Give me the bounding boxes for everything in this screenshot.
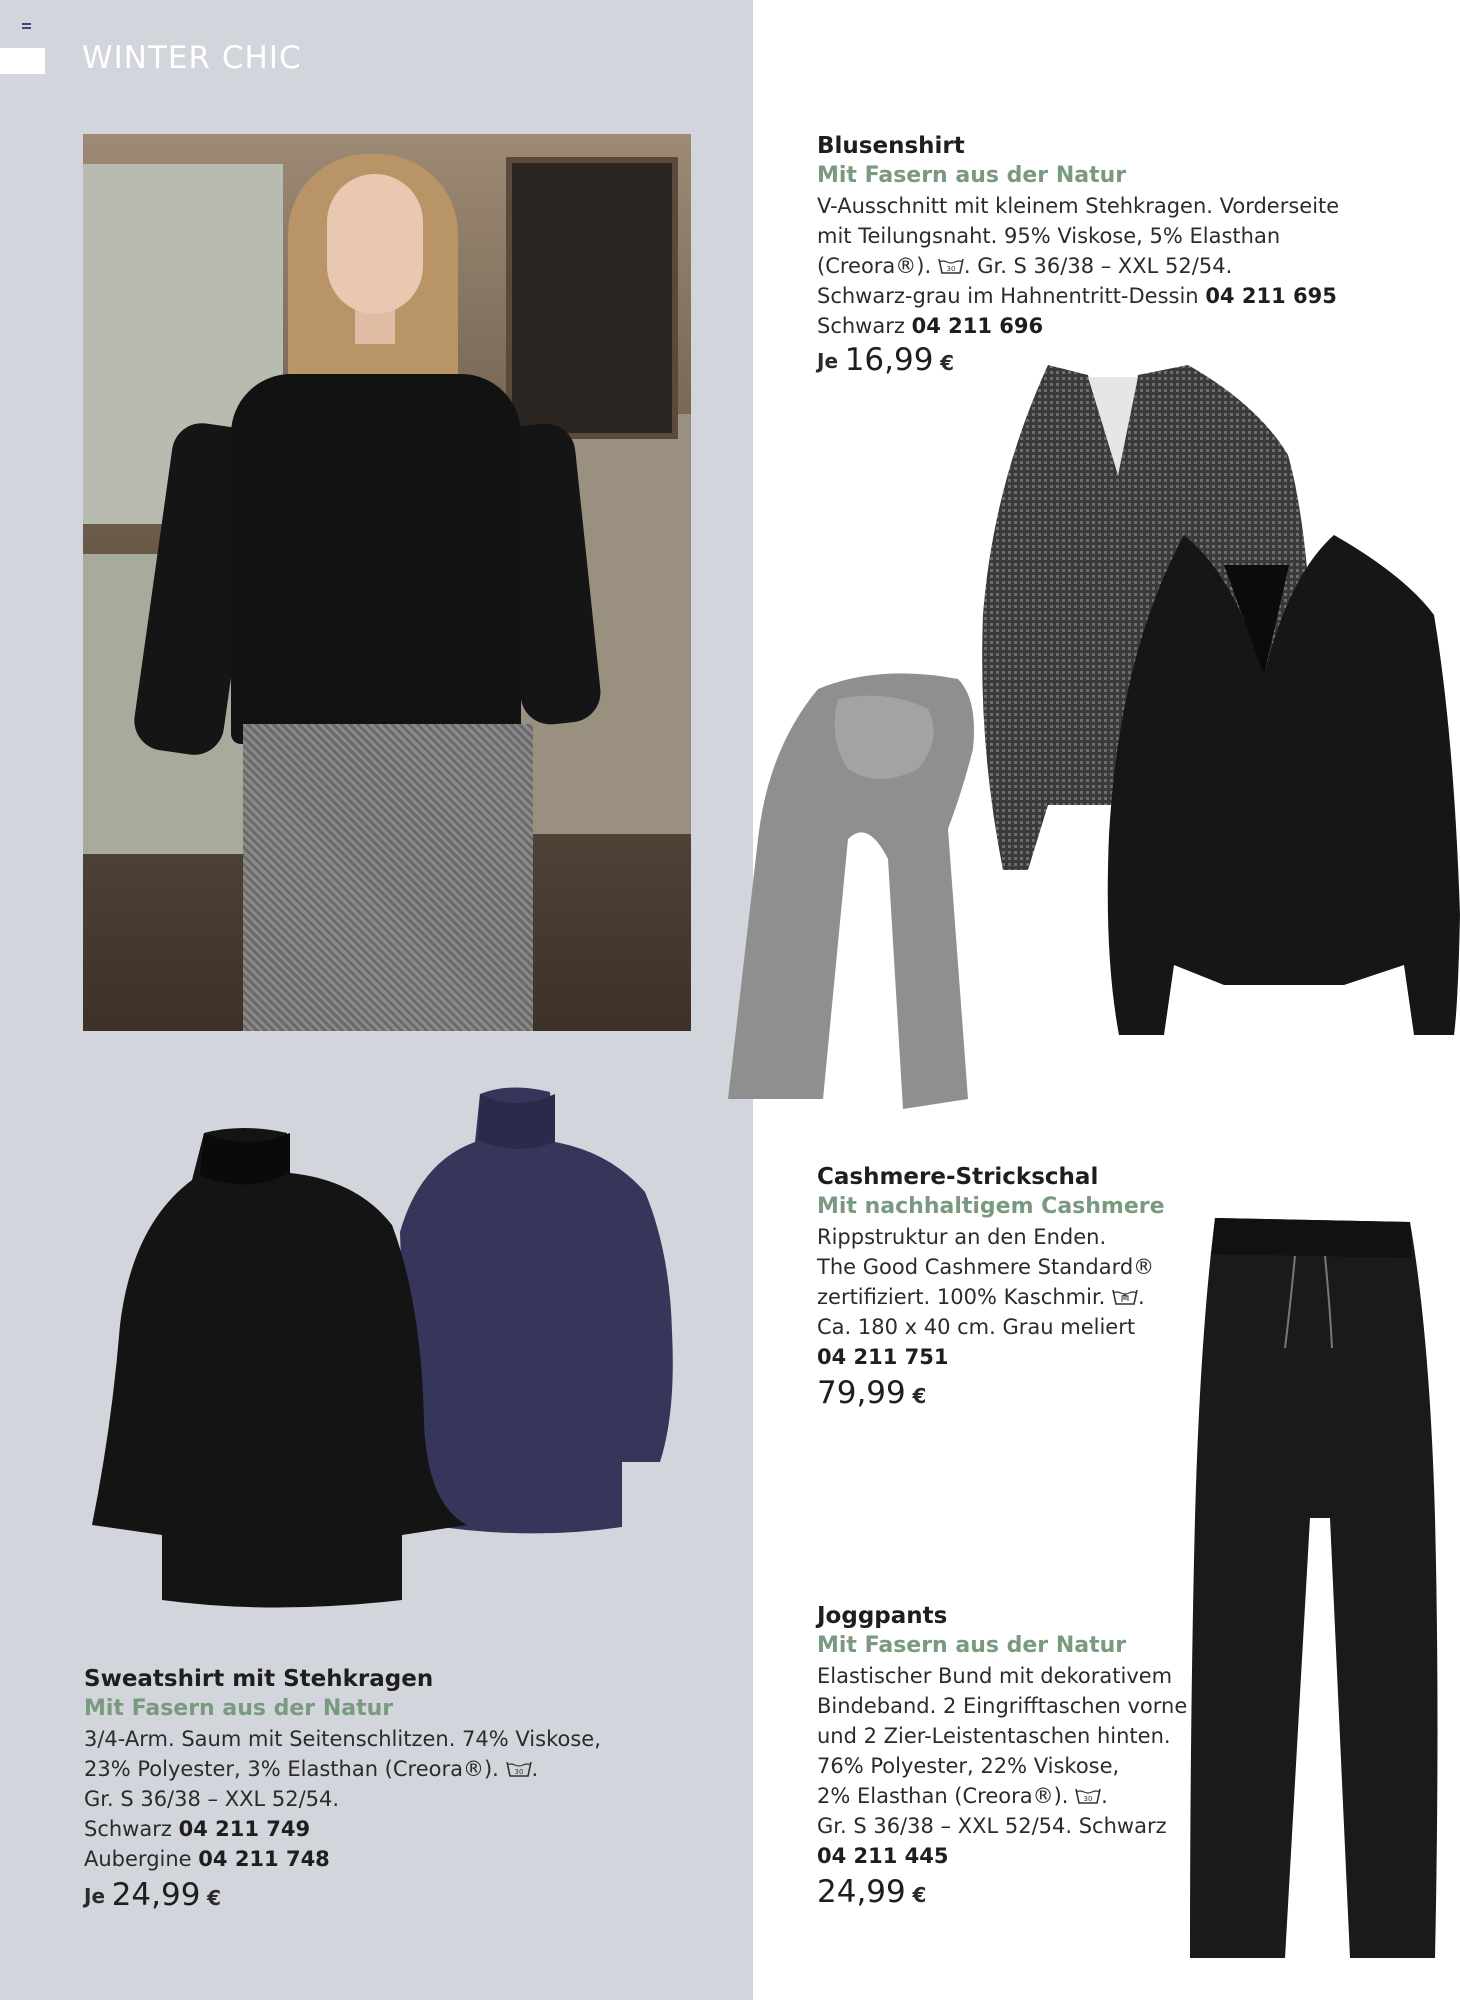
price-currency: € [912, 1384, 927, 1408]
price-currency: € [912, 1883, 927, 1907]
wash-hand-icon [1112, 1288, 1138, 1306]
sweatshirt-desc-2b: . [531, 1757, 539, 1781]
price-prefix: Je [84, 1884, 106, 1908]
blusenshirt-desc-1: V-Ausschnitt mit kleinem Stehkragen. Vorderseite [817, 194, 1340, 218]
blusenshirt-black-image [1104, 535, 1460, 1035]
joggpants-desc-5a: 2% Elasthan (Creora®). [817, 1784, 1069, 1808]
blusenshirt-color-2: Schwarz [817, 314, 905, 338]
scarf-desc-1: Rippstruktur an den Enden. [817, 1225, 1107, 1249]
sweatshirt-desc-2 [84, 1754, 601, 1784]
joggpants-desc-5 [817, 1781, 1187, 1811]
blusenshirt-desc-3b: . Gr. S 36/38 – XXL 52/54. [963, 254, 1233, 278]
scarf-article [817, 1342, 1165, 1372]
scarf-subtitle: Mit nachhaltigem Cashmere [817, 1194, 1165, 1219]
wash-30-icon [506, 1760, 532, 1778]
scarf-block [817, 1162, 1165, 1411]
joggpants-desc-4: 76% Polyester, 22% Viskose, [817, 1754, 1120, 1778]
scarf-price [817, 1375, 1165, 1411]
joggpants-image [1190, 1218, 1450, 1958]
sweatshirt-black-image [92, 1125, 467, 1610]
sweatshirt-variant-2 [84, 1844, 601, 1874]
sweatshirt-title: Sweatshirt mit Stehkragen [84, 1666, 434, 1692]
sweatshirt-desc-2a: 23% Polyester, 3% Elasthan (Creora®). [84, 1757, 499, 1781]
sweatshirt-variant-1 [84, 1814, 601, 1844]
page-title: WINTER CHIC [82, 40, 302, 76]
joggpants-article-number: 04 211 445 [817, 1844, 949, 1868]
svg-text:30: 30 [946, 265, 956, 273]
blusenshirt-block [817, 131, 1339, 378]
price-value: 79,99 [817, 1375, 906, 1411]
joggpants-price [817, 1874, 1187, 1910]
menu-icon[interactable] [22, 23, 31, 30]
sweatshirt-article-1: 04 211 749 [178, 1817, 311, 1841]
blusenshirt-desc-3a: (Creora®). [817, 254, 932, 278]
svg-text:30: 30 [514, 1768, 523, 1776]
joggpants-block [817, 1601, 1187, 1910]
blusenshirt-article-1: 04 211 695 [1205, 284, 1337, 308]
blusenshirt-variant-1 [817, 281, 1339, 311]
blusenshirt-title: Blusenshirt [817, 133, 965, 159]
header-tab-marker [0, 48, 45, 74]
joggpants-desc-3: und 2 Zier-Leistentaschen hinten. [817, 1724, 1171, 1748]
blusenshirt-price [817, 342, 1339, 378]
blusenshirt-variant-2 [817, 311, 1339, 341]
scarf-desc-3 [817, 1282, 1165, 1312]
sweatshirt-block [84, 1664, 601, 1913]
blusenshirt-desc-2: mit Teilungsnaht. 95% Viskose, 5% Elasthan [817, 224, 1281, 248]
svg-text:30: 30 [1083, 1795, 1093, 1803]
price-value: 16,99 [844, 342, 934, 378]
scarf-article-number: 04 211 751 [817, 1345, 949, 1369]
scarf-title: Cashmere-Strickschal [817, 1164, 1099, 1190]
blusenshirt-article-2: 04 211 696 [911, 314, 1044, 338]
price-currency: € [940, 351, 955, 375]
joggpants-desc-2: Bindeband. 2 Eingrifftaschen vorne [817, 1694, 1188, 1718]
wash-30-icon [1075, 1787, 1101, 1805]
sweatshirt-color-1: Schwarz [84, 1817, 172, 1841]
joggpants-desc-6: Gr. S 36/38 – XXL 52/54. Schwarz [817, 1814, 1167, 1838]
sweatshirt-subtitle: Mit Fasern aus der Natur [84, 1696, 394, 1721]
scarf-desc-3a: zertifiziert. 100% Kaschmir. [817, 1285, 1106, 1309]
sweatshirt-price [84, 1877, 601, 1913]
price-prefix: Je [817, 349, 839, 373]
joggpants-desc-1: Elastischer Bund mit dekorativem [817, 1664, 1173, 1688]
joggpants-article [817, 1841, 1187, 1871]
blusenshirt-desc-3 [817, 251, 1339, 281]
joggpants-subtitle: Mit Fasern aus der Natur [817, 1633, 1127, 1658]
scarf-desc-3b: . [1138, 1285, 1145, 1309]
joggpants-desc-5b: . [1101, 1784, 1108, 1808]
joggpants-title: Joggpants [817, 1603, 948, 1629]
price-currency: € [207, 1886, 222, 1910]
scarf-desc-4: Ca. 180 x 40 cm. Grau meliert [817, 1315, 1136, 1339]
scarf-desc-2: The Good Cashmere Standard® [817, 1255, 1155, 1279]
scarf-image [728, 669, 1013, 1109]
sweatshirt-color-2: Aubergine [84, 1847, 192, 1871]
wash-30-icon [938, 257, 964, 275]
price-value: 24,99 [111, 1877, 201, 1913]
price-value: 24,99 [817, 1874, 906, 1910]
hero-photo [83, 134, 691, 1031]
blusenshirt-color-1: Schwarz-grau im Hahnentritt-Dessin [817, 284, 1199, 308]
blusenshirt-subtitle: Mit Fasern aus der Natur [817, 163, 1127, 188]
sweatshirt-article-2: 04 211 748 [198, 1847, 330, 1871]
sweatshirt-desc-1: 3/4-Arm. Saum mit Seitenschlitzen. 74% Viskose, [84, 1727, 601, 1751]
sweatshirt-desc-3: Gr. S 36/38 – XXL 52/54. [84, 1787, 340, 1811]
